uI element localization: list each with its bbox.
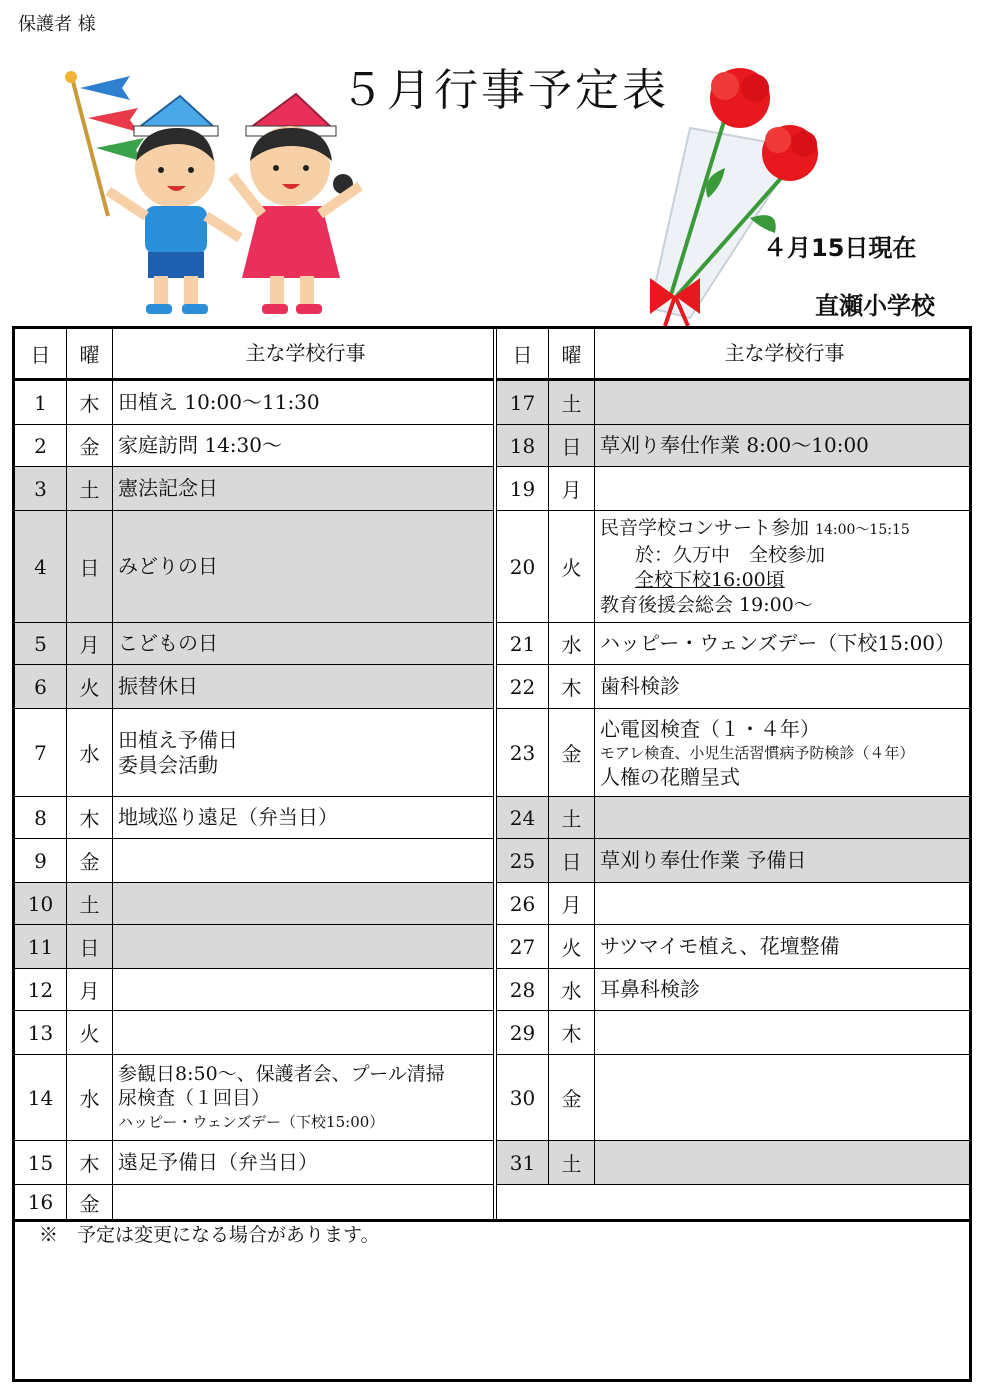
day-number: 16 — [15, 1185, 67, 1219]
day-number: 8 — [15, 797, 67, 838]
weekday: 土 — [549, 1141, 595, 1184]
weekday: 土 — [67, 467, 113, 510]
col-day-header: 日 — [15, 329, 67, 378]
weekday: 金 — [67, 1185, 113, 1219]
event-line: 草刈り奉仕作業 予備日 — [600, 848, 807, 872]
weekday: 火 — [549, 925, 595, 968]
day-number: 30 — [497, 1055, 549, 1140]
event-line — [600, 516, 910, 543]
day-number: 24 — [497, 797, 549, 838]
event-cell — [113, 839, 493, 882]
event-cell — [595, 709, 969, 796]
event-cell — [113, 925, 493, 968]
event-cell — [595, 925, 969, 968]
table-row — [497, 839, 969, 883]
events-header-label: 主な学校行事 — [724, 341, 845, 365]
table-row — [497, 1055, 969, 1141]
weekday: 水 — [549, 969, 595, 1010]
event-line: こどもの日 — [118, 631, 218, 655]
event-line: 於：久万中 全校参加 — [635, 543, 826, 566]
weekday: 火 — [67, 1011, 113, 1054]
event-cell — [113, 709, 493, 796]
table-row — [15, 1185, 493, 1219]
table-row — [15, 665, 493, 709]
event-cell — [113, 1185, 493, 1219]
table-row — [497, 511, 969, 623]
day-number: 10 — [15, 883, 67, 924]
event-cell — [595, 839, 969, 882]
event-line: 田植え予備日 — [118, 727, 238, 752]
weekday: 土 — [67, 883, 113, 924]
event-cell — [595, 1055, 969, 1140]
event-cell — [595, 883, 969, 924]
day-number: 3 — [15, 467, 67, 510]
event-cell — [113, 511, 493, 622]
event-cell — [595, 1141, 969, 1184]
event-cell — [595, 1011, 969, 1054]
weekday: 水 — [67, 709, 113, 796]
event-cell — [113, 425, 493, 466]
page-title: ５月行事予定表 — [340, 65, 669, 116]
event-line: 人権の花贈呈式 — [600, 764, 740, 789]
notes-area — [12, 1222, 972, 1382]
event-line: ハッピー・ウェンズデー（下校15:00） — [600, 631, 956, 655]
day-number: 4 — [15, 511, 67, 622]
table-row — [15, 511, 493, 623]
event-cell — [113, 1011, 493, 1054]
event-cell — [113, 665, 493, 708]
day-number: 25 — [497, 839, 549, 882]
col-weekday-header: 曜 — [67, 329, 113, 378]
day-number: 23 — [497, 709, 549, 796]
event-cell — [595, 969, 969, 1010]
weekday: 金 — [549, 1055, 595, 1140]
day-number: 27 — [497, 925, 549, 968]
event-cell — [113, 467, 493, 510]
weekday: 月 — [67, 623, 113, 664]
table-row — [15, 709, 493, 797]
weekday: 水 — [549, 623, 595, 664]
weekday: 木 — [549, 665, 595, 708]
event-line: サツマイモ植え、花壇整備 — [600, 934, 840, 958]
event-line: 家庭訪問 14:30〜 — [118, 433, 282, 457]
day-number: 1 — [15, 381, 67, 424]
col-events-header — [595, 329, 969, 378]
day-number: 17 — [497, 381, 549, 424]
event-cell — [595, 381, 969, 424]
table-row — [15, 883, 493, 925]
table-row — [497, 709, 969, 797]
event-cell — [595, 797, 969, 838]
table-row — [15, 381, 493, 425]
weekday: 木 — [549, 1011, 595, 1054]
day-number: 14 — [15, 1055, 67, 1140]
day-number: 2 — [15, 425, 67, 466]
event-time: 14:00〜15:15 — [815, 521, 910, 538]
table-row — [497, 1011, 969, 1055]
table-row — [15, 623, 493, 665]
event-cell — [595, 511, 969, 622]
table-row — [497, 665, 969, 709]
event-line: 田植え 10:00〜11:30 — [118, 390, 320, 414]
event-line: 憲法記念日 — [118, 476, 218, 500]
table-row — [15, 1055, 493, 1141]
weekday: 土 — [549, 381, 595, 424]
children-koinobori-illustration — [60, 66, 390, 328]
schedule-right-half — [497, 329, 969, 1219]
weekday: 木 — [67, 797, 113, 838]
col-weekday-header: 曜 — [549, 329, 595, 378]
day-number: 26 — [497, 883, 549, 924]
day-number: 5 — [15, 623, 67, 664]
as-of-date: ４月15日現在 — [763, 234, 917, 262]
table-row — [15, 425, 493, 467]
day-number: 12 — [15, 969, 67, 1010]
event-cell — [595, 425, 969, 466]
day-number: 19 — [497, 467, 549, 510]
event-cell — [595, 623, 969, 664]
event-line: 教育後援会総会 19:00〜 — [600, 593, 813, 616]
table-row — [15, 467, 493, 511]
event-line: 歯科検診 — [600, 674, 680, 698]
table-row — [497, 969, 969, 1011]
event-line: 参観日8:50〜、保護者会、プール清掃 — [118, 1062, 445, 1085]
schedule-change-note: ※ 予定は変更になる場合があります。 — [39, 1224, 380, 1246]
events-header-label: 主な学校行事 — [245, 341, 366, 365]
event-line: 振替休日 — [118, 674, 198, 698]
event-line: 遠足予備日（弁当日） — [118, 1150, 318, 1174]
table-row — [497, 797, 969, 839]
day-number: 28 — [497, 969, 549, 1010]
event-line: 尿検査（１回目） — [118, 1086, 271, 1109]
table-row — [15, 1011, 493, 1055]
weekday: 月 — [549, 883, 595, 924]
event-cell — [595, 665, 969, 708]
table-row — [497, 467, 969, 511]
day-number: 21 — [497, 623, 549, 664]
schedule-left-half — [15, 329, 493, 1219]
event-cell — [113, 969, 493, 1010]
event-line: みどりの日 — [118, 554, 218, 578]
weekday: 金 — [549, 709, 595, 796]
day-number: 6 — [15, 665, 67, 708]
weekday: 月 — [549, 467, 595, 510]
day-number: 9 — [15, 839, 67, 882]
weekday: 日 — [67, 925, 113, 968]
event-line: モアレ検査、小児生活習慣病予防検診（４年） — [600, 743, 915, 762]
event-line: 委員会活動 — [118, 752, 218, 777]
weekday: 日 — [549, 839, 595, 882]
table-header — [15, 329, 493, 381]
table-row — [497, 1141, 969, 1185]
day-number: 18 — [497, 425, 549, 466]
event-line: 耳鼻科検診 — [600, 977, 700, 1001]
weekday: 金 — [67, 839, 113, 882]
day-number: 31 — [497, 1141, 549, 1184]
weekday: 水 — [67, 1055, 113, 1140]
day-number: 15 — [15, 1141, 67, 1184]
day-number: 7 — [15, 709, 67, 796]
carnation-illustration — [630, 58, 830, 330]
day-number: 22 — [497, 665, 549, 708]
table-row — [497, 381, 969, 425]
event-cell — [113, 623, 493, 664]
event-text: 民音学校コンサート参加 — [600, 516, 810, 539]
table-row — [497, 425, 969, 467]
table-row — [15, 839, 493, 883]
weekday: 火 — [67, 665, 113, 708]
table-row — [15, 797, 493, 839]
weekday: 日 — [549, 425, 595, 466]
school-name: 直瀬小学校 — [815, 292, 935, 320]
day-number: 20 — [497, 511, 549, 622]
weekday: 火 — [549, 511, 595, 622]
event-cell — [113, 381, 493, 424]
table-row — [15, 1141, 493, 1185]
weekday: 月 — [67, 969, 113, 1010]
event-line: ハッピー・ウェンズデー（下校15:00） — [118, 1112, 385, 1131]
col-events-header — [113, 329, 493, 378]
event-cell — [113, 797, 493, 838]
event-cell — [113, 1055, 493, 1140]
day-number: 13 — [15, 1011, 67, 1054]
event-cell — [113, 883, 493, 924]
weekday: 木 — [67, 381, 113, 424]
day-number: 29 — [497, 1011, 549, 1054]
recipient: 保護者 様 — [18, 14, 96, 35]
event-cell — [595, 467, 969, 510]
col-day-header: 日 — [497, 329, 549, 378]
table-row — [15, 969, 493, 1011]
weekday: 金 — [67, 425, 113, 466]
event-line: 地域巡り遠足（弁当日） — [118, 805, 338, 829]
weekday: 土 — [549, 797, 595, 838]
day-number: 11 — [15, 925, 67, 968]
event-line: 草刈り奉仕作業 8:00〜10:00 — [600, 433, 869, 457]
table-row — [497, 623, 969, 665]
table-row — [497, 883, 969, 925]
table-row — [497, 925, 969, 969]
event-line: 全校下校16:00頃 — [635, 568, 785, 591]
table-header — [497, 329, 969, 381]
event-line: 心電図検査（１・４年） — [600, 716, 820, 741]
table-row — [15, 925, 493, 969]
schedule-table — [12, 326, 972, 1222]
weekday: 日 — [67, 511, 113, 622]
event-cell — [113, 1141, 493, 1184]
weekday: 木 — [67, 1141, 113, 1184]
